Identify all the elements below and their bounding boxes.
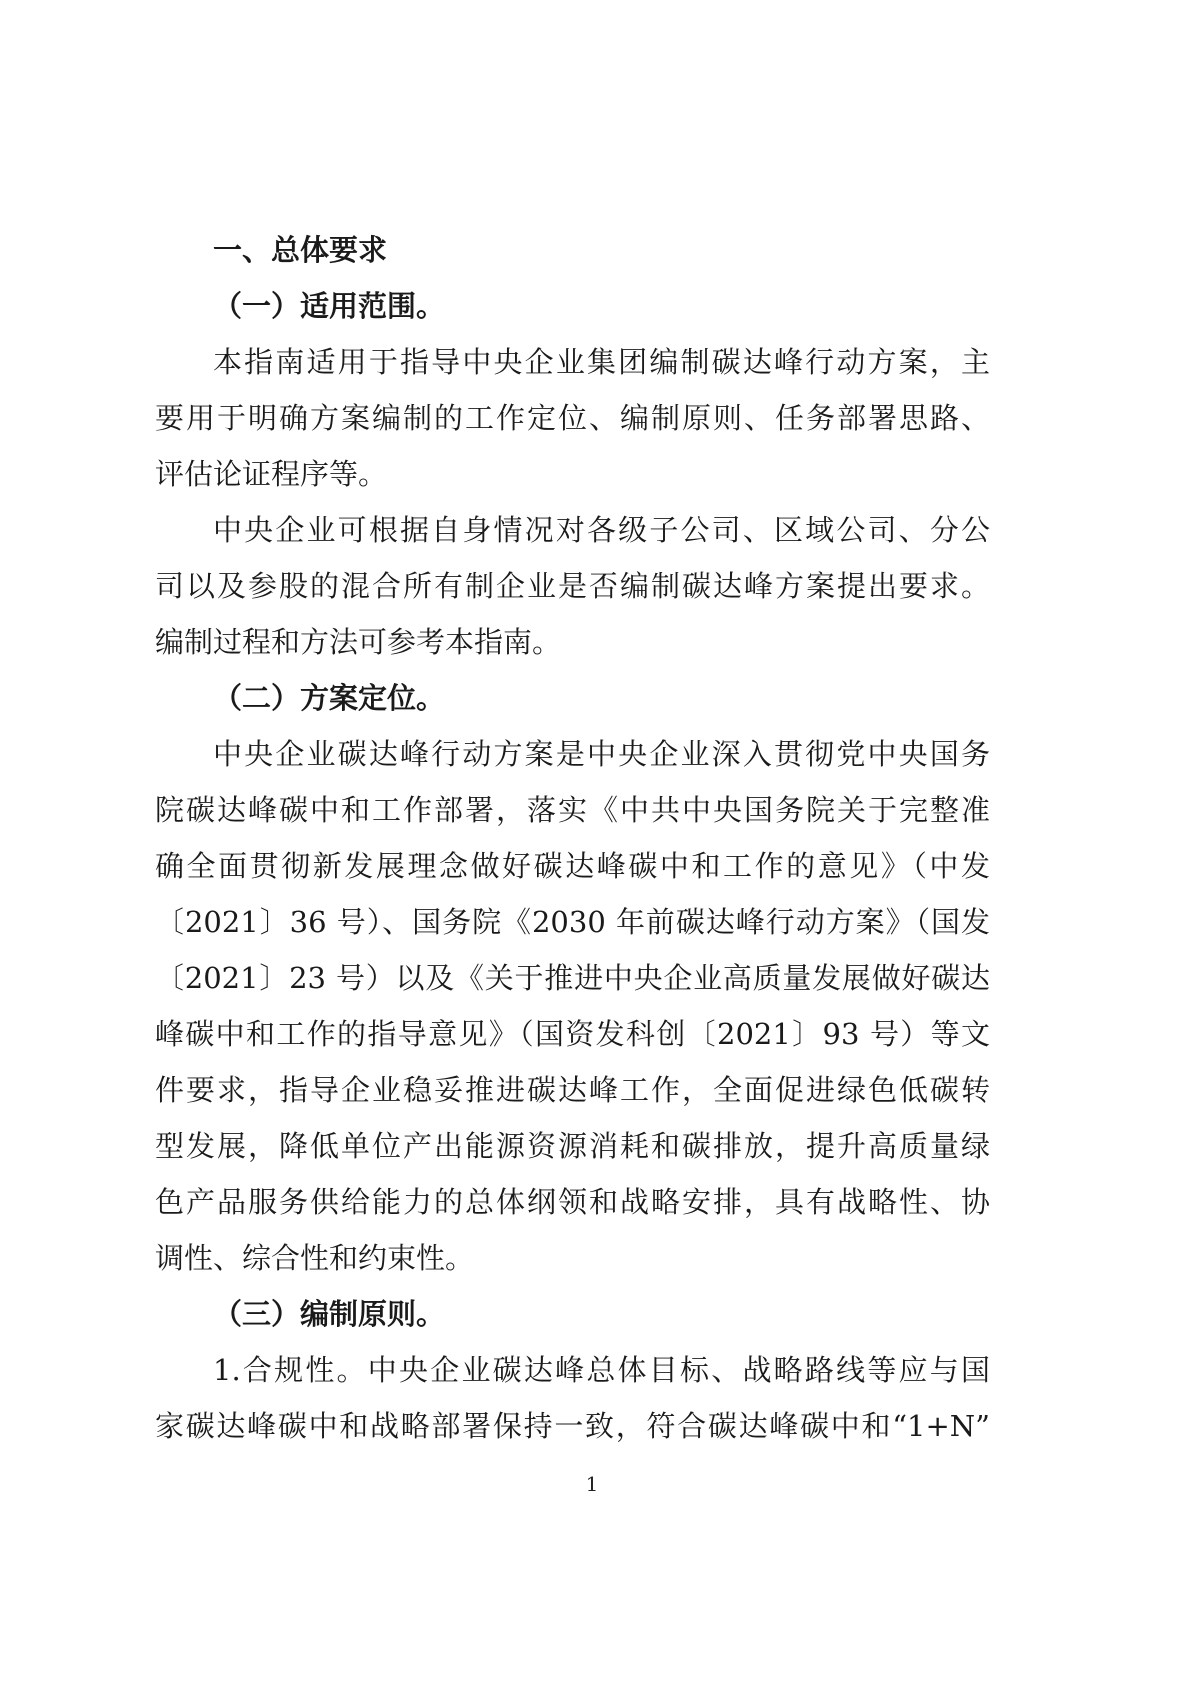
paragraph-line: 〔2021〕23 号）以及《关于推进中央企业高质量发展做好碳达: [155, 961, 990, 995]
paragraph-line: 色产品服务供给能力的总体纲领和战略安排，具有战略性、协: [155, 1185, 990, 1219]
paragraph-line: 司以及参股的混合所有制企业是否编制碳达峰方案提出要求。: [155, 569, 990, 603]
paragraph-line: 件要求，指导企业稳妥推进碳达峰工作，全面促进绿色低碳转: [155, 1073, 990, 1107]
paragraph-line: 〔2021〕36 号）、国务院《2030 年前碳达峰行动方案》（国发: [155, 905, 990, 939]
paragraph-line: 家碳达峰碳中和战略部署保持一致，符合碳达峰碳中和“1+N”: [155, 1409, 990, 1443]
paragraph-line: 型发展，降低单位产出能源资源消耗和碳排放，提升高质量绿: [155, 1129, 990, 1163]
paragraph-line: 本指南适用于指导中央企业集团编制碳达峰行动方案，主: [213, 345, 990, 379]
document-body: [155, 222, 990, 1454]
paragraph-line: 峰碳中和工作的指导意见》（国资发科创〔2021〕93 号）等文: [155, 1017, 990, 1051]
paragraph-line: 评估论证程序等。: [155, 457, 388, 491]
section-heading: 一、总体要求: [213, 233, 388, 267]
paragraph-line: 编制过程和方法可参考本指南。: [155, 625, 562, 659]
subsection-title-principles: （三）编制原则。: [213, 1297, 446, 1331]
page-number: 1: [585, 1472, 599, 1496]
paragraph-line: 要用于明确方案编制的工作定位、编制原则、任务部署思路、: [155, 401, 990, 435]
paragraph-line: 中央企业可根据自身情况对各级子公司、区域公司、分公: [213, 513, 990, 547]
paragraph-line: 院碳达峰碳中和工作部署，落实《中共中央国务院关于完整准: [155, 793, 990, 827]
subsection-title-positioning: （二）方案定位。: [213, 681, 446, 715]
subsection-title-scope: （一）适用范围。: [213, 289, 446, 323]
paragraph-line: 确全面贯彻新发展理念做好碳达峰碳中和工作的意见》（中发: [155, 849, 990, 883]
paragraph-line: 1.合规性。中央企业碳达峰总体目标、战略路线等应与国: [213, 1353, 990, 1387]
paragraph-line: 中央企业碳达峰行动方案是中央企业深入贯彻党中央国务: [213, 737, 990, 771]
paragraph-line: 调性、综合性和约束性。: [155, 1241, 475, 1275]
